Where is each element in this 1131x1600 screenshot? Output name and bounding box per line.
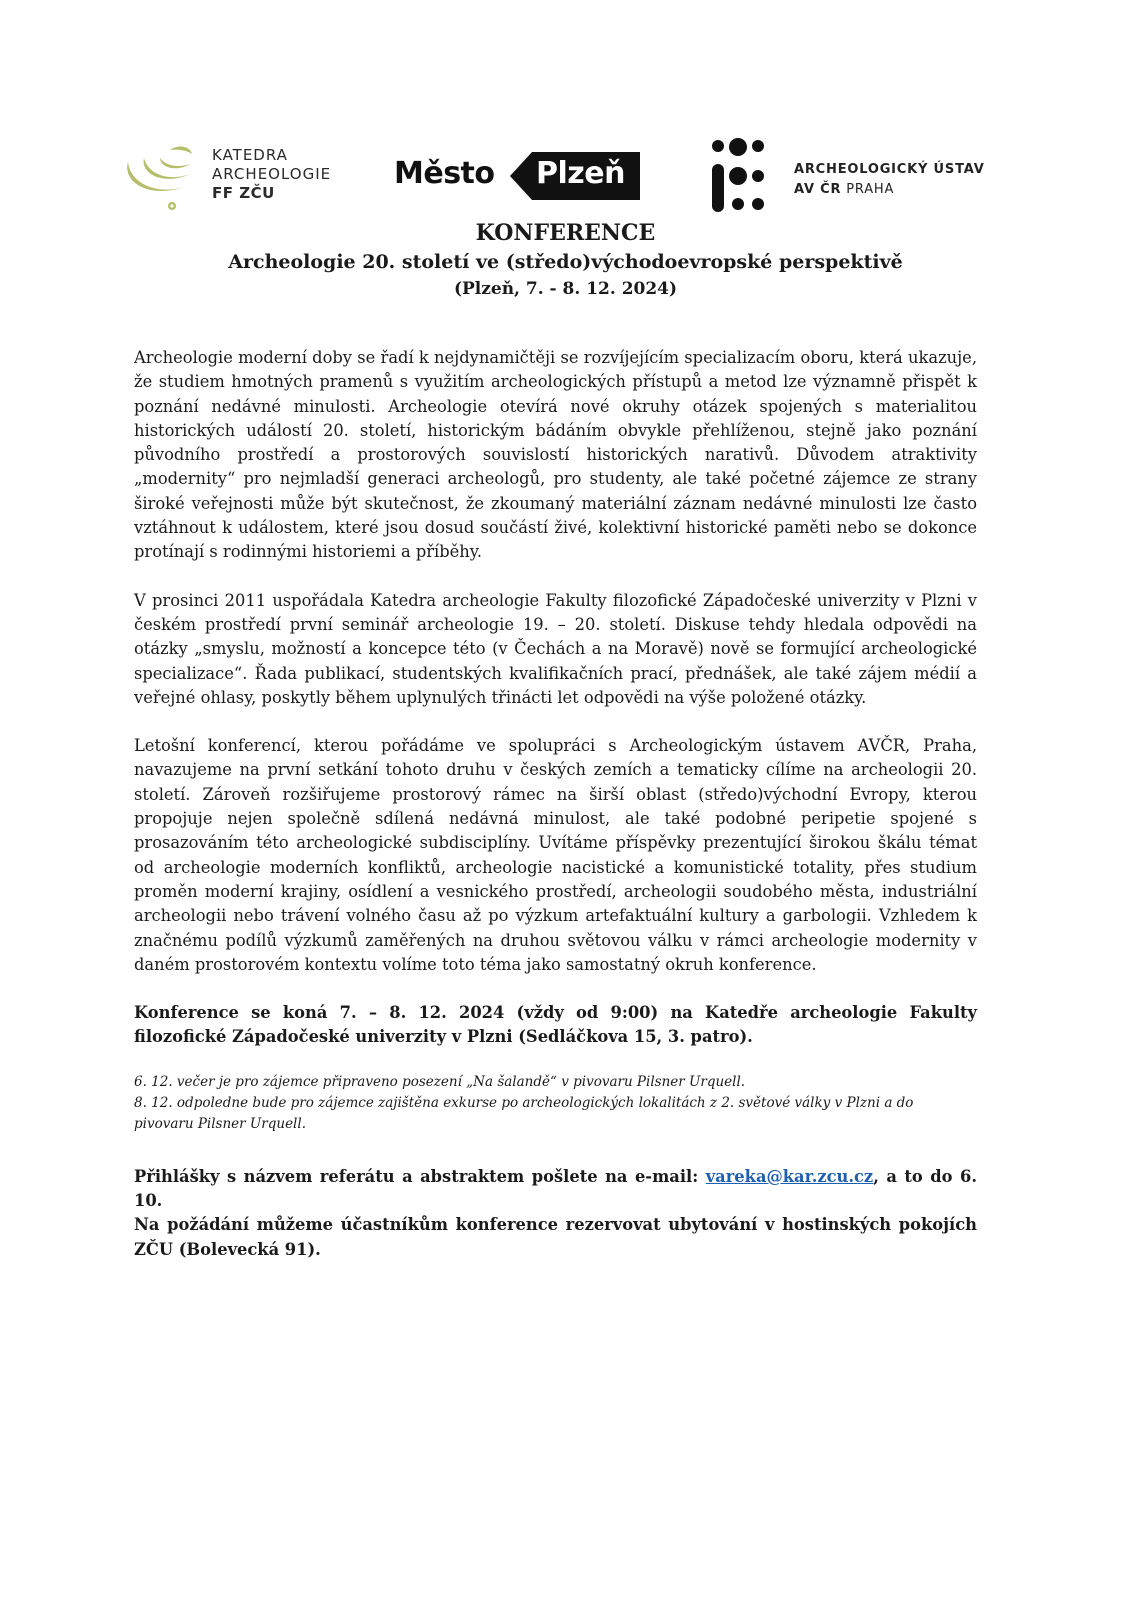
aru-line2 — [794, 180, 985, 200]
aru-dots-icon — [710, 138, 790, 218]
katedra-archeologie-logo — [120, 144, 350, 214]
email-link[interactable]: vareka@kar.zcu.cz — [705, 1166, 874, 1186]
page-title: KONFERENCE — [475, 220, 656, 246]
archeologicky-ustav-logo — [710, 138, 990, 218]
side-events-notes — [134, 1072, 977, 1135]
aru-line1: ARCHEOLOGICKÝ ÚSTAV — [794, 162, 985, 177]
katedra-line2: ARCHEOLOGIE — [212, 165, 332, 183]
conference-place-date: (Plzeň, 7. - 8. 12. 2024) — [453, 279, 678, 299]
katedra-swoosh-icon — [120, 144, 205, 214]
paragraph-history: V prosinci 2011 uspořádala Katedra archeologie Fakulty filozofické Západočeské univerzity v Plzni v českém prostředí první seminář archeologie 19. – 20. století. Diskuse tehdy hledala odpovědi na otázky „smyslu, možností a koncepce této (v Čechách a na Moravě) nově se formující archeologické specializace“. Řada publikací, studentských kvalifikačních prací, přednášek, ale také zájem médií a veřejné ohlasy, poskytly během uplynulých třinácti let odpovědi na výše položené otázky. — [134, 590, 977, 707]
logo-bar — [0, 130, 1131, 220]
document-body — [134, 346, 977, 1262]
registration-info — [134, 1165, 977, 1214]
plzen-text: Plzeň — [536, 156, 625, 191]
aru-line2-regular: PRAHA — [841, 182, 895, 197]
note-evening-event: 6. 12. večer je pro zájemce připraveno posezení „Na šalandě“ v pivovaru Pilsner Urquell. — [134, 1073, 746, 1090]
mesto-text: Město — [394, 156, 495, 191]
paragraph-call-for-papers: Letošní konferencí, kterou pořádáme ve spolupráci s Archeologickým ústavem AVČR, Praha, navazujeme na první setkání tohoto druhu v českých zemích a tematicky cílíme na archeologii 20. století. Zároveň rozšiřujeme prostorový rámec na širší oblast (středo)východní Evropy, kterou propojuje nejen společně sdílená nedávná minulost, ale také podobné peripetie spojené s prosazováním této archeologické subdisciplíny. Uvítáme příspěvky prezentující širokou škálu témat od archeologie moderních konfliktů, archeologie nacistické a komunistické totality, přes studium proměn moderní krajiny, osídlení a vesnického prostředí, archeologii soudobého města, industriální archeologii nebo trávení volného času až po výzkum artefaktuální kultury a garbologii. Vzhledem k značnému podílů výzkumů zaměřených na druhou světovou válku v rámci archeologie modernity v daném prostorovém kontextu volíme toto téma jako samostatný okruh konference. — [134, 736, 977, 974]
accommodation-info: Na požádání můžeme účastníkům konference rezervovat ubytování v hostinských pokojích ZČU (Bolevecká 91). — [134, 1215, 977, 1259]
plzen-arrow-badge — [510, 152, 640, 200]
registration-text: Přihlášky s názvem referátu a abstraktem pošlete na e-mail: — [134, 1166, 706, 1186]
aru-logo-text — [794, 160, 985, 200]
aru-line2-bold: AV ČR — [794, 182, 842, 197]
katedra-logo-text — [212, 146, 331, 203]
note-excursion: 8. 12. odpoledne bude pro zájemce zajištěna exkurse po archeologických lokalitách z 2. světové války v Plzni a do pivovaru Pilsner Urquell. — [134, 1094, 914, 1132]
paragraph-intro: Archeologie moderní doby se řadí k nejdynamičtěji se rozvíjejícím specializacím oboru, která ukazuje, že studiem hmotných pramenů s využitím archeologických přístupů a metod lze významně přispět k poznání nedávné minulosti. Archeologie otevírá nové okruhy otázek spojených s materialitou historických událostí 20. století, historickým bádáním obvykle přehlíženou, stejně jako poznání původního prostředí a prostorových souvislostí historických narativů. Důvodem atraktivity „modernity“ pro nejmladší generaci archeologů, pro studenty, ale také početné zájemce ze strany široké veřejnosti může být skutečnost, že zkoumaný materiální záznam nedávné minulosti lze často vztáhnout k událostem, které jsou dosud součástí živé, kolektivní historické paměti nebo se dokonce protínají s rodinnými historiemi a příběhy. — [134, 348, 977, 562]
document-header — [0, 218, 1131, 302]
venue-info: Konference se koná 7. – 8. 12. 2024 (vždy od 9:00) na Katedře archeologie Fakulty filozofické Západočeské univerzity v Plzni (Sedláčkova 15, 3. patro). — [134, 1003, 977, 1047]
registration-deadline: , a to do 6. 10. — [134, 1166, 977, 1211]
katedra-line1: KATEDRA — [212, 146, 288, 164]
conference-subtitle: Archeologie 20. století ve (středo)východoevropské perspektivě — [228, 251, 903, 273]
katedra-line3: FF ZČU — [212, 184, 275, 202]
